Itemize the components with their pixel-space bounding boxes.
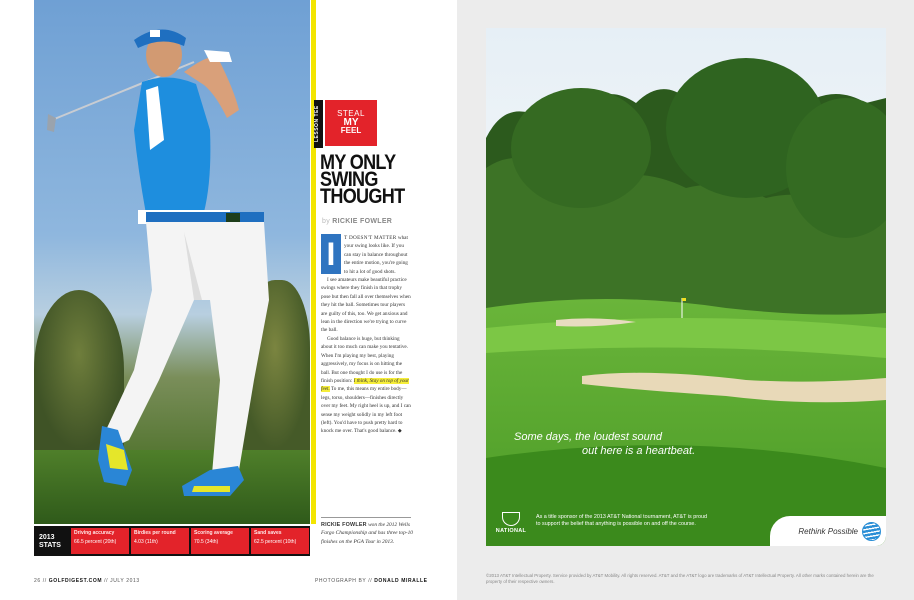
steal-my-feel-badge: STEAL MY FEEL xyxy=(325,100,377,146)
author-bio: RICKIE FOWLER won the 2012 Wells Fargo Championship and has three top-10 finishes on the PGA Tour in 2013. xyxy=(321,522,413,545)
paragraph: Good balance is huge, but thinking about it too much can make you tentative. When I'm playing my best, playing aggressively, my focus is on hitting the ball. But one thought I do use is for the finish position: I think, Stay on top of your feet. To me, this means my entire body—legs, torso, shoulders—finishes directly over my feet. My right heel is up, and I can sense my weight solidly in my left foot (left). You'd have to push pretty hard to knock me over. That's good balance. ◆ xyxy=(321,335,411,435)
golfer-photo xyxy=(34,0,310,524)
stat-scoring-average xyxy=(191,528,249,554)
article-body xyxy=(321,234,411,436)
shield-icon xyxy=(502,512,520,526)
legal-text: ©2013 AT&T Intellectual Property. Service provided by AT&T Mobility. All rights reserved. AT&T and the AT&T logo are trademarks of AT&T Intellectual Property. All other marks contained herein are the property of their respective owners. xyxy=(486,573,874,584)
site-name: GOLFDIGEST.COM xyxy=(48,578,103,584)
paragraph: I see amateurs make beautiful practice swings where they finish in that trophy pose but then fall all over themselves when they hit the ball. Sometimes tour players are guilty of this, too. We get anxious and lean in the direction we're trying to curve the ball. xyxy=(321,277,411,334)
byline: by RICKIE FOWLER xyxy=(322,218,393,225)
att-national-badge: NATIONAL xyxy=(494,512,528,534)
yellow-divider xyxy=(311,0,316,524)
section-tag: LESSON TEE xyxy=(314,100,323,148)
paragraph: I T DOESN'T MATTER what your swing looks like. If you can stay in balance throughout the entire motion, you're going to hit a lot of good shots. xyxy=(321,234,411,276)
ad-tagline: Rethink Possible xyxy=(798,527,858,536)
stats-label: 2013 STATS xyxy=(39,534,61,549)
stat-name: Driving accuracy xyxy=(74,530,115,536)
ad-headline: Some days, the loudest sound out here is a heartbeat. xyxy=(514,431,696,457)
photo-credit: PHOTOGRAPH BY // DONALD MIRALLE xyxy=(315,578,428,584)
stat-driving-accuracy xyxy=(71,528,129,554)
stat-name: Scoring average xyxy=(194,530,233,536)
stat-value: 70.5 (34th) xyxy=(194,539,219,545)
page-number: 26 xyxy=(34,578,41,584)
right-page-ad xyxy=(457,0,914,600)
highlighted-quote: I think, Stay on top of your feet. xyxy=(321,377,410,393)
stat-value: 4.03 (11th) xyxy=(134,539,158,545)
page-footer: 26 // GOLFDIGEST.COM // JULY 2013 xyxy=(34,578,140,584)
stat-name: Sand saves xyxy=(254,530,282,536)
stat-value: 62.5 percent (10th) xyxy=(254,539,297,545)
att-advertisement xyxy=(486,28,886,546)
issue-date: JULY 2013 xyxy=(110,578,140,584)
stats-bar xyxy=(34,526,310,556)
golfer-figure xyxy=(34,0,310,524)
sponsor-text: As a title sponsor of the 2013 AT&T National tournament, AT&T is proud to support the belief that anything is possible on and off the course. xyxy=(536,514,707,528)
stat-sand-saves xyxy=(251,528,309,554)
dropcap: I xyxy=(321,234,341,274)
article-headline: MY ONLY SWING THOUGHT xyxy=(320,151,405,208)
stat-birdies-per-round xyxy=(131,528,189,554)
stat-name: Birdies per round xyxy=(134,530,176,536)
bio-divider xyxy=(321,517,411,518)
att-globe-icon xyxy=(862,522,881,541)
stat-value: 66.5 percent (20th) xyxy=(74,539,117,545)
golf-course-photo xyxy=(486,28,886,546)
